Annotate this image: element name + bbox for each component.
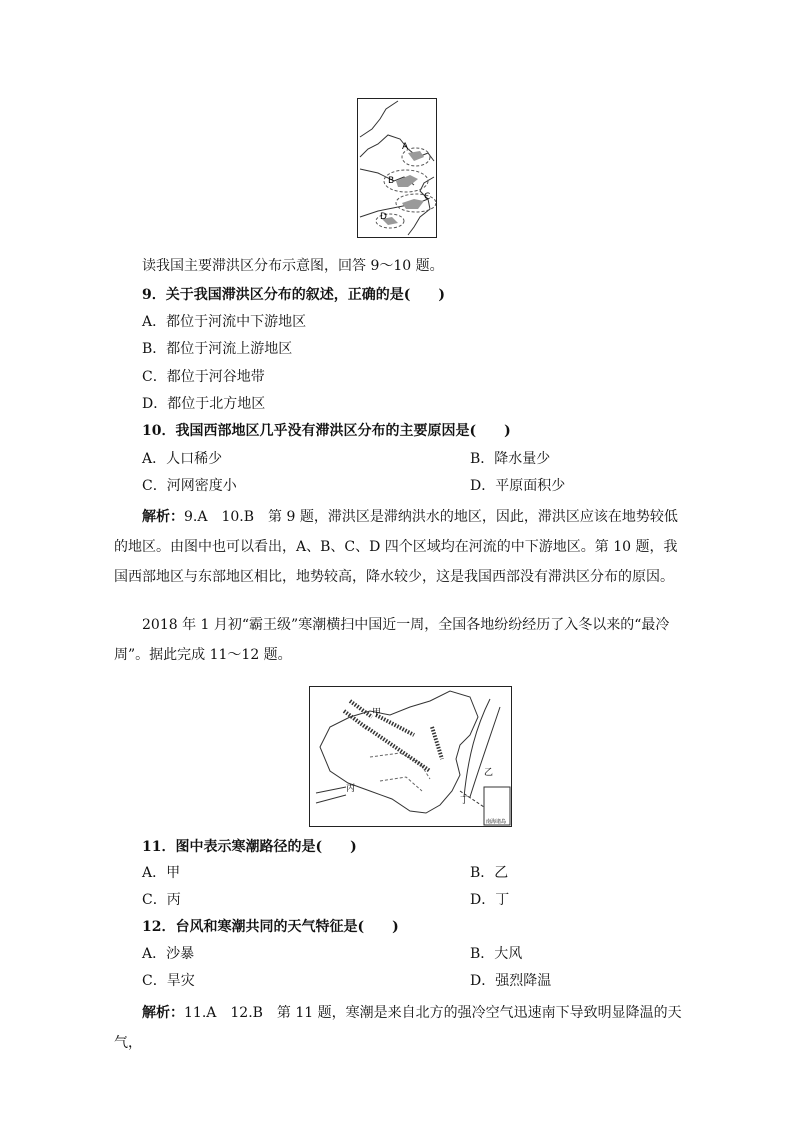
analysis-text: 9.A 10.B 第 9 题，滞洪区是滞纳洪水的地区，因此，滞洪区应该在地势较低的地区。由图中也可以看出，A、B、C、D 四个区域均在河流的中下游地区。第 10 题，我国西部地区与东部地区相比，地势较高，降水较少，这是我国西部没有滞洪区分布的原因。 — [114, 509, 678, 585]
cold-wave-map — [309, 686, 512, 827]
inset-label: 南海诸岛 — [486, 819, 507, 825]
analysis-label: 解析： — [142, 1005, 184, 1021]
analysis-11-12 — [114, 998, 684, 1058]
map-label-bing: 丙 — [346, 784, 356, 794]
question-9-stem: 9．关于我国滞洪区分布的叙述，正确的是( ) — [142, 287, 445, 303]
question-9-option-b: B．都位于河流上游地区 — [142, 341, 293, 357]
question-10-stem: 10．我国西部地区几乎没有滞洪区分布的主要原因是( ) — [142, 423, 511, 439]
intro-q9-10: 读我国主要滞洪区分布示意图，回答 9～10 题。 — [142, 258, 444, 274]
flood-area-map — [357, 98, 437, 238]
question-12-option-c: C．旱灾 — [142, 973, 195, 989]
map-label-jia: 甲 — [372, 708, 382, 718]
question-10-option-a: A．人口稀少 — [142, 451, 223, 467]
question-11-option-d: D．丁 — [470, 892, 510, 908]
question-12-option-a: A．沙暴 — [142, 946, 195, 962]
map-label-d: D — [380, 212, 387, 222]
question-9-option-c: C．都位于河谷地带 — [142, 369, 265, 385]
question-10-option-c: C．河网密度小 — [142, 478, 237, 494]
question-12-stem: 12．台风和寒潮共同的天气特征是( ) — [142, 919, 399, 935]
question-10-option-b: B．降水量少 — [470, 451, 551, 467]
map-label-ding: 丁 — [460, 796, 470, 806]
question-9-option-d: D．都位于北方地区 — [142, 396, 266, 412]
map-label-c: C — [424, 192, 431, 202]
map-label-yi: 乙 — [484, 768, 494, 778]
question-11-option-a: A．甲 — [142, 865, 181, 881]
map-label-b: B — [388, 176, 395, 186]
intro-q11-12: 2018 年 1 月初“霸王级”寒潮横扫中国近一周，全国各地纷纷经历了入冬以来的“最冷周”。据此完成 11～12 题。 — [114, 617, 670, 663]
question-12-option-b: B．大风 — [470, 946, 523, 962]
question-11-option-c: C．丙 — [142, 892, 181, 908]
analysis-label: 解析： — [142, 509, 184, 525]
question-12-option-d: D．强烈降温 — [470, 973, 552, 989]
map-label-a: A — [402, 142, 409, 152]
question-11-option-b: B．乙 — [470, 865, 509, 881]
question-11-stem: 11．图中表示寒潮路径的是( ) — [142, 839, 357, 855]
question-10-option-d: D．平原面积少 — [470, 478, 566, 494]
analysis-text: 11.A 12.B 第 11 题，寒潮是来自北方的强冷空气迅速南下导致明显降温的天气， — [114, 1005, 682, 1051]
analysis-9-10 — [114, 502, 684, 592]
question-9-option-a: A．都位于河流中下游地区 — [142, 314, 307, 330]
